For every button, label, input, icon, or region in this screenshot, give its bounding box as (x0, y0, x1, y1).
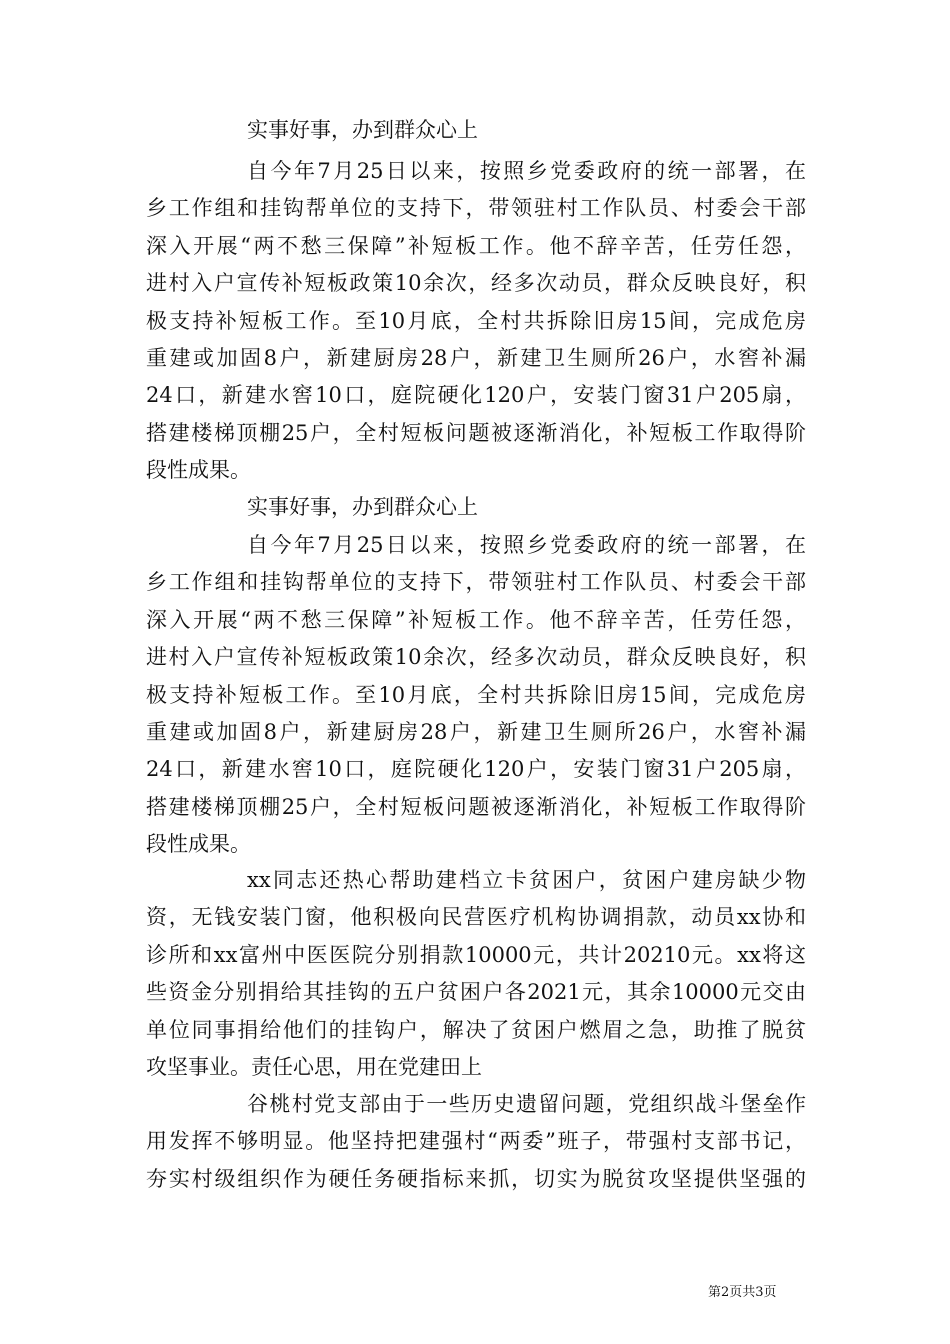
paragraph-1-line: 进村入户宣传补短板政策10余次，经多次动员，群众反映良好，积 (146, 271, 806, 295)
paragraph-4-line: 用发挥不够明显。他坚持把建强村“两委”班子，带强村支部书记， (146, 1129, 806, 1153)
paragraph-1-line: 段性成果。 (146, 458, 251, 482)
paragraph-1-line: 深入开展“两不愁三保障”补短板工作。他不辞辛苦，任劳任怨， (146, 234, 806, 258)
paragraph-1-line: 重建或加固8户，新建厨房28户，新建卫生厕所26户，水窖补漏 (146, 346, 806, 370)
paragraph-2-line: 深入开展“两不愁三保障”补短板工作。他不辞辛苦，任劳任怨， (146, 608, 806, 632)
paragraph-2-line: 进村入户宣传补短板政策10余次，经多次动员，群众反映良好，积 (146, 645, 806, 669)
paragraph-1-line: 24口，新建水窖10口，庭院硬化120户，安装门窗31户205扇， (146, 383, 806, 407)
paragraph-2-line: 乡工作组和挂钩帮单位的支持下，带领驻村工作队员、村委会干部 (146, 570, 806, 594)
paragraph-2-line: 重建或加固8户，新建厨房28户，新建卫生厕所26户，水窖补漏 (146, 720, 806, 744)
page-number-footer: 第2页共3页 (708, 1285, 777, 1300)
paragraph-3-line: 资，无钱安装门窗，他积极向民营医疗机构协调捐款，动员xx协和 (146, 905, 806, 929)
paragraph-2-line: 自今年7月25日以来，按照乡党委政府的统一部署，在 (247, 533, 806, 557)
paragraph-3-line: 诊所和xx富州中医医院分别捐款10000元，共计20210元。xx将这 (146, 943, 806, 967)
paragraph-3-line: 单位同事捐给他们的挂钩户，解决了贫困户燃眉之急，助推了脱贫 (146, 1018, 806, 1042)
paragraph-3-line: 攻坚事业。责任心思，用在党建田上 (146, 1055, 482, 1079)
paragraph-4-line: 夯实村级组织作为硬任务硬指标来抓，切实为脱贫攻坚提供坚强的 (146, 1167, 806, 1191)
paragraph-1-line: 乡工作组和挂钩帮单位的支持下，带领驻村工作队员、村委会干部 (146, 196, 806, 220)
paragraph-3-line: xx同志还热心帮助建档立卡贫困户，贫困户建房缺少物 (247, 868, 806, 892)
paragraph-1-line: 极支持补短板工作。至10月底，全村共拆除旧房15间，完成危房 (146, 309, 806, 333)
paragraph-2-line: 24口，新建水窖10口，庭院硬化120户，安装门窗31户205扇， (146, 757, 806, 781)
paragraph-2-line: 搭建楼梯顶棚25户，全村短板问题被逐渐消化，补短板工作取得阶 (146, 795, 806, 819)
paragraph-4-line: 谷桃村党支部由于一些历史遗留问题，党组织战斗堡垒作 (247, 1092, 806, 1116)
section-heading-2-line: 实事好事，办到群众心上 (247, 495, 478, 519)
paragraph-2-line: 段性成果。 (146, 832, 251, 856)
paragraph-1-line: 搭建楼梯顶棚25户，全村短板问题被逐渐消化，补短板工作取得阶 (146, 421, 806, 445)
paragraph-2-line: 极支持补短板工作。至10月底，全村共拆除旧房15间，完成危房 (146, 683, 806, 707)
paragraph-1-line: 自今年7月25日以来，按照乡党委政府的统一部署，在 (247, 159, 806, 183)
paragraph-3-line: 些资金分别捐给其挂钩的五户贫困户各2021元，其余10000元交由 (146, 980, 806, 1004)
section-heading-1-line: 实事好事，办到群众心上 (247, 118, 478, 142)
